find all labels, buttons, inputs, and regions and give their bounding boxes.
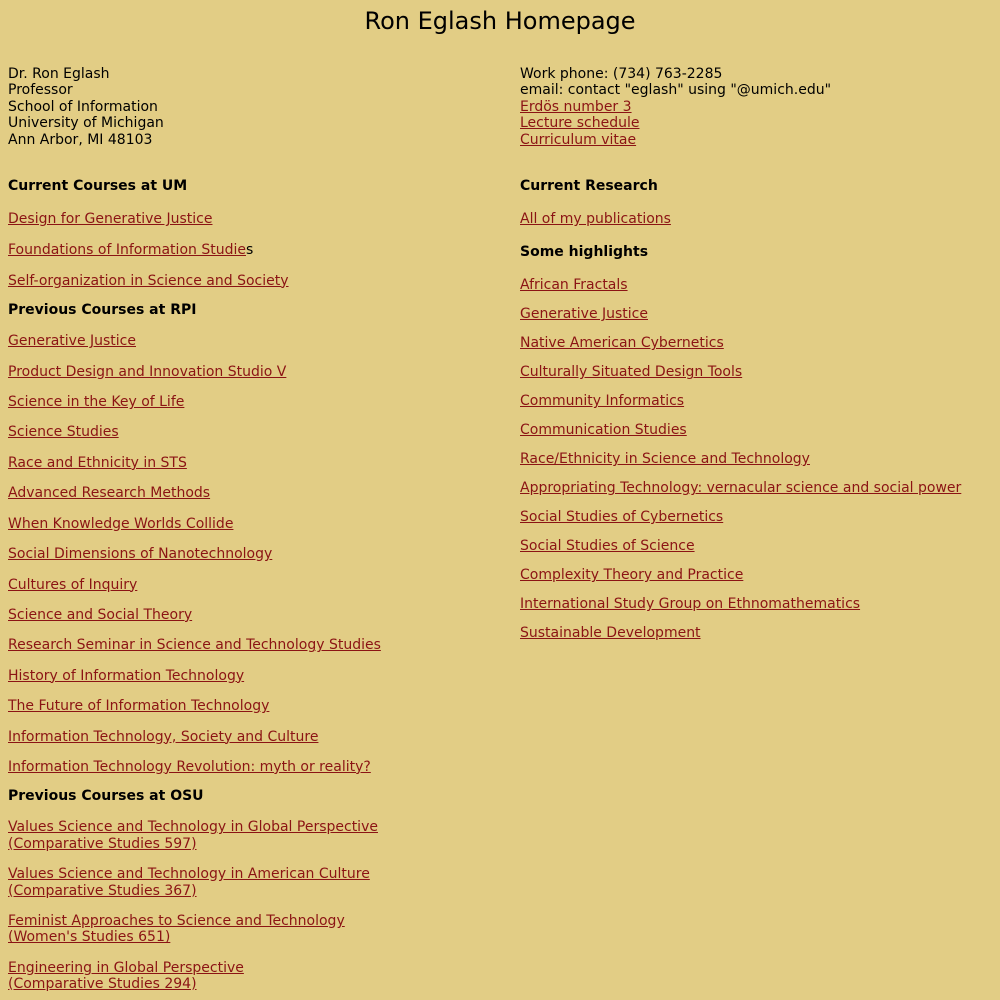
rpi-course-link[interactable]: Cultures of Inquiry bbox=[8, 576, 138, 593]
lecture-schedule-link[interactable]: Lecture schedule bbox=[520, 115, 640, 132]
highlight-item bbox=[520, 364, 990, 380]
contact-university: University of Michigan bbox=[8, 115, 164, 132]
osu-course-item bbox=[8, 866, 488, 899]
rpi-course-link[interactable]: When Knowledge Worlds Collide bbox=[8, 515, 234, 532]
rpi-course-link[interactable]: History of Information Technology bbox=[8, 667, 245, 684]
rpi-course-item bbox=[8, 637, 488, 653]
osu-course-code: (Comparative Studies 367) bbox=[8, 882, 197, 899]
email-text: email: contact "eglash" using "@umich.edu" bbox=[520, 82, 832, 99]
left-column bbox=[8, 66, 488, 993]
erdos-number-link[interactable]: Erdös number 3 bbox=[520, 98, 632, 115]
osu-course-link[interactable] bbox=[8, 913, 345, 945]
um-courses-heading: Current Courses at UM bbox=[8, 178, 188, 195]
rpi-course-link[interactable]: Product Design and Innovation Studio V bbox=[8, 363, 287, 380]
highlight-item bbox=[520, 625, 990, 641]
contact-title: Professor bbox=[8, 82, 73, 99]
osu-course-code: (Comparative Studies 294) bbox=[8, 976, 197, 993]
right-column bbox=[520, 66, 990, 642]
highlight-item bbox=[520, 335, 990, 351]
highlights-list bbox=[520, 277, 990, 641]
osu-course-title: Values Science and Technology in American Culture bbox=[8, 866, 370, 883]
highlight-link[interactable]: Generative Justice bbox=[520, 306, 648, 323]
highlight-link[interactable]: Complexity Theory and Practice bbox=[520, 567, 744, 584]
highlight-item bbox=[520, 596, 990, 612]
highlight-link[interactable]: Native American Cybernetics bbox=[520, 335, 724, 352]
highlight-link[interactable]: Communication Studies bbox=[520, 422, 687, 439]
um-course-link[interactable]: Foundations of Information Studie bbox=[8, 242, 246, 259]
rpi-course-item bbox=[8, 516, 488, 532]
highlight-item bbox=[520, 509, 990, 525]
osu-course-link[interactable] bbox=[8, 819, 378, 851]
highlight-item bbox=[520, 277, 990, 293]
rpi-course-link[interactable]: Advanced Research Methods bbox=[8, 485, 211, 502]
publications-link[interactable]: All of my publications bbox=[520, 211, 671, 228]
contact-school: School of Information bbox=[8, 98, 158, 115]
rpi-course-item bbox=[8, 668, 488, 684]
rpi-course-link[interactable]: Social Dimensions of Nanotechnology bbox=[8, 546, 273, 563]
um-course-link[interactable]: Design for Generative Justice bbox=[8, 211, 213, 228]
osu-course-item bbox=[8, 819, 488, 852]
page-title: Ron Eglash Homepage bbox=[364, 7, 636, 35]
contact-address: Ann Arbor, MI 48103 bbox=[8, 131, 153, 148]
rpi-course-item bbox=[8, 364, 488, 380]
rpi-course-item bbox=[8, 607, 488, 623]
um-course-item bbox=[8, 273, 488, 289]
highlight-link[interactable]: Social Studies of Cybernetics bbox=[520, 509, 724, 526]
work-phone: Work phone: (734) 763-2285 bbox=[520, 66, 723, 82]
osu-course-list bbox=[8, 819, 488, 992]
highlight-link[interactable]: Community Informatics bbox=[520, 393, 685, 410]
rpi-course-item bbox=[8, 485, 488, 501]
highlight-link[interactable]: Sustainable Development bbox=[520, 625, 701, 642]
rpi-course-item bbox=[8, 729, 488, 745]
rpi-course-item bbox=[8, 394, 488, 410]
osu-course-item bbox=[8, 913, 488, 946]
rpi-course-link[interactable]: Science and Social Theory bbox=[8, 606, 193, 623]
rpi-course-link[interactable]: Research Seminar in Science and Technology Studies bbox=[8, 637, 381, 654]
rpi-course-link[interactable]: Information Technology, Society and Culture bbox=[8, 728, 319, 745]
osu-course-link[interactable] bbox=[8, 960, 244, 992]
highlight-item bbox=[520, 422, 990, 438]
publications-item bbox=[520, 211, 990, 227]
highlight-link[interactable]: African Fractals bbox=[520, 277, 628, 294]
rpi-course-link[interactable]: The Future of Information Technology bbox=[8, 698, 270, 715]
rpi-course-item bbox=[8, 759, 488, 775]
rpi-course-item bbox=[8, 698, 488, 714]
rpi-course-item bbox=[8, 546, 488, 562]
rpi-course-link[interactable]: Race and Ethnicity in STS bbox=[8, 454, 187, 471]
rpi-course-list bbox=[8, 333, 488, 775]
highlights-heading: Some highlights bbox=[520, 244, 649, 261]
curriculum-vitae-link[interactable]: Curriculum vitae bbox=[520, 131, 637, 148]
contact-name: Dr. Ron Eglash bbox=[8, 66, 110, 82]
contact-block bbox=[8, 66, 488, 148]
um-course-item bbox=[8, 211, 488, 227]
rpi-course-link[interactable]: Generative Justice bbox=[8, 333, 136, 350]
osu-courses-heading: Previous Courses at OSU bbox=[8, 788, 204, 805]
highlight-item bbox=[520, 393, 990, 409]
highlight-link[interactable]: International Study Group on Ethnomathematics bbox=[520, 596, 861, 613]
highlight-link[interactable]: Culturally Situated Design Tools bbox=[520, 364, 743, 381]
rpi-course-link[interactable]: Information Technology Revolution: myth or reality? bbox=[8, 758, 371, 775]
highlight-link[interactable]: Social Studies of Science bbox=[520, 538, 695, 555]
um-course-item bbox=[8, 242, 488, 258]
osu-course-title: Engineering in Global Perspective bbox=[8, 959, 244, 976]
highlight-item bbox=[520, 306, 990, 322]
rpi-course-link[interactable]: Science Studies bbox=[8, 424, 119, 441]
um-course-link[interactable]: Self-organization in Science and Society bbox=[8, 272, 289, 289]
highlight-item bbox=[520, 480, 990, 496]
highlight-item bbox=[520, 451, 990, 467]
um-course-tail: s bbox=[245, 242, 254, 259]
highlight-link[interactable]: Race/Ethnicity in Science and Technology bbox=[520, 451, 810, 468]
osu-course-code: (Comparative Studies 597) bbox=[8, 835, 197, 852]
osu-course-code: (Women's Studies 651) bbox=[8, 929, 171, 946]
osu-course-link[interactable] bbox=[8, 866, 370, 898]
highlight-link[interactable]: Appropriating Technology: vernacular science and social power bbox=[520, 480, 962, 497]
osu-course-title: Values Science and Technology in Global Perspective bbox=[8, 819, 378, 836]
highlight-item bbox=[520, 538, 990, 554]
rpi-courses-heading: Previous Courses at RPI bbox=[8, 302, 197, 319]
osu-course-item bbox=[8, 960, 488, 993]
osu-course-title: Feminist Approaches to Science and Technology bbox=[8, 912, 345, 929]
rpi-course-item bbox=[8, 424, 488, 440]
rpi-course-item bbox=[8, 455, 488, 471]
right-contact-block bbox=[520, 66, 990, 148]
current-research-heading: Current Research bbox=[520, 178, 658, 195]
highlight-item bbox=[520, 567, 990, 583]
rpi-course-link[interactable]: Science in the Key of Life bbox=[8, 394, 185, 411]
rpi-course-item bbox=[8, 333, 488, 349]
rpi-course-item bbox=[8, 577, 488, 593]
